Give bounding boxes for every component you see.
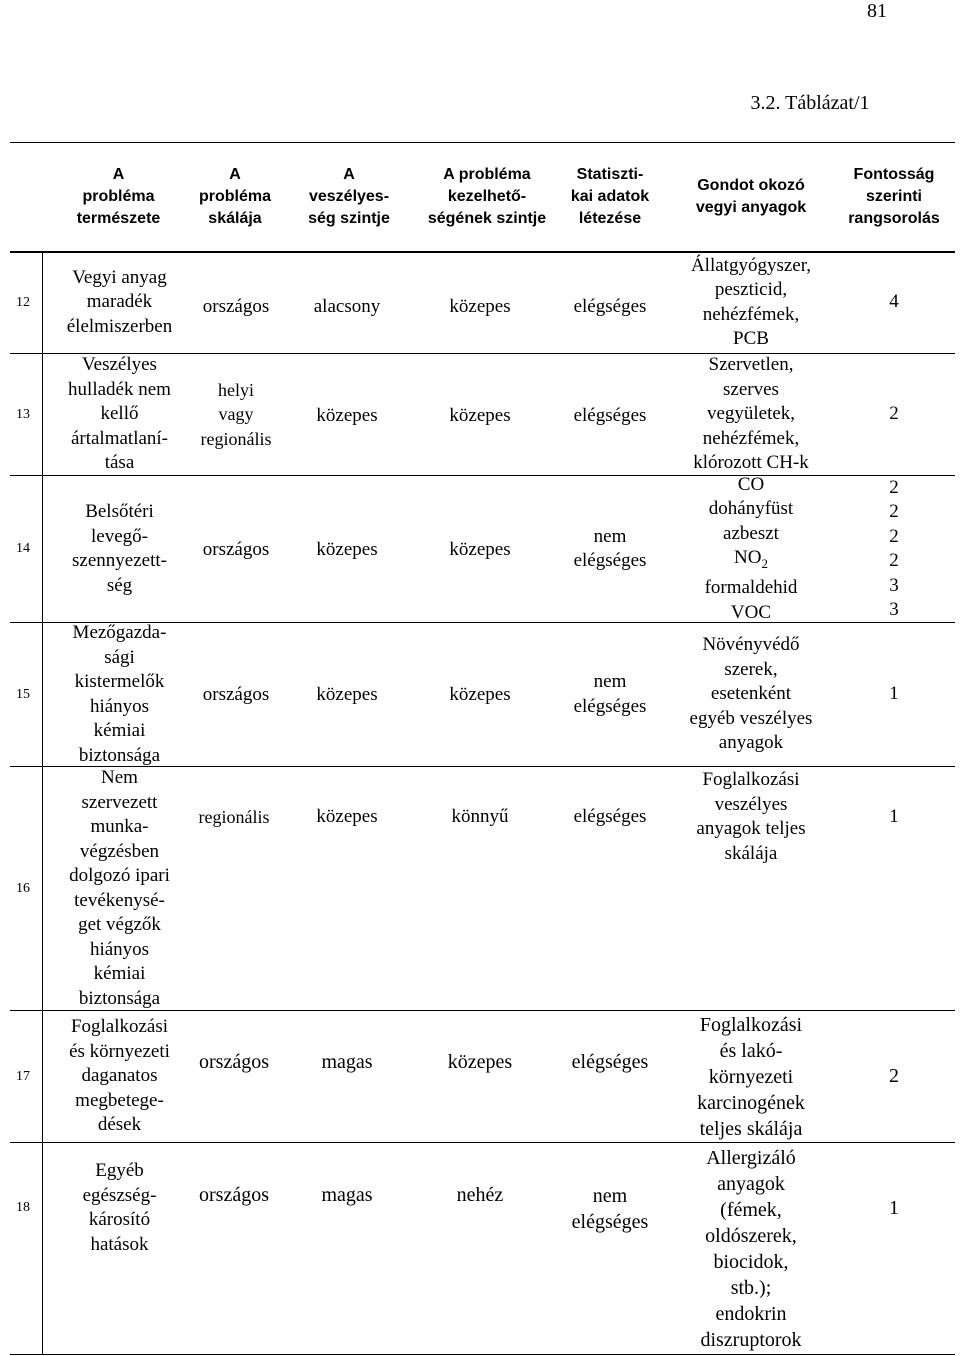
hazard-level: közepes [316, 806, 378, 827]
header-manageability: A probléma kezelhető- ségének szintje [427, 166, 547, 227]
chemicals: Foglalkozási és lakó- környezeti karcinogének teljes skálája [697, 1013, 805, 1140]
rank: 2 [889, 403, 899, 425]
chemical-item: formaldehid [704, 577, 798, 599]
problem-nature: Foglalkozási és környezeti daganatos megbetege- dések [69, 1016, 170, 1136]
problem-scale: helyi vagy regionális [200, 379, 272, 449]
problem-scale: országos [199, 1051, 269, 1073]
table-top-rule [10, 142, 955, 143]
manageability: közepes [449, 296, 511, 317]
rank: 1 [889, 683, 899, 705]
rank-item: 2 [889, 501, 899, 522]
rank [832, 476, 956, 622]
table-bottom-rule [10, 1354, 955, 1355]
chemicals [670, 473, 832, 623]
problem-nature: Nem szervezett munka- végzésben dolgozó ipari tevékenysé- get végzők hiányos kémiai biztonsága [69, 767, 170, 1009]
manageability: közepes [449, 539, 511, 560]
problem-scale: országos [199, 1184, 269, 1206]
rank: 1 [889, 1196, 899, 1219]
statistics: nem elégséges [571, 1185, 649, 1233]
rank-item: 3 [889, 599, 899, 620]
rank: 1 [889, 806, 899, 827]
row-id: 18 [16, 1200, 30, 1215]
problem-scale: országos [202, 684, 270, 705]
chemicals: Foglalkozási veszélyes anyagok teljes skálája [696, 769, 806, 864]
header-chemicals: Gondot okozó vegyi anyagok [695, 177, 807, 216]
problem-nature: Veszélyes hulladék nem kellő ártalmatlaní- tása [68, 354, 171, 474]
chemicals: Állatgyógyszer, peszticid, nehézfémek, PCB [690, 254, 812, 349]
chemical-item: azbeszt [723, 522, 779, 544]
rank-item: 2 [889, 476, 899, 498]
hazard-level: közepes [316, 539, 378, 560]
rank-item: 3 [889, 574, 899, 596]
row-id: 16 [16, 880, 30, 896]
rank-item: 2 [889, 550, 899, 571]
chemicals: Növényvédő szerek, esetenként egyéb veszélyes anyagok [689, 634, 813, 754]
problem-scale: országos [202, 539, 270, 560]
statistics: elégséges [573, 296, 647, 317]
rank-item: 2 [889, 525, 899, 547]
row-id: 13 [16, 406, 30, 422]
header-statistics: Statiszti- kai adatok létezése [570, 166, 650, 227]
header-ranking: Fontosság szerinti rangsorolás [848, 166, 940, 227]
statistics: nem elégséges [573, 525, 647, 571]
statistics: nem elégséges [573, 671, 647, 717]
header-hazard-level: A veszélyes- ség szintje [308, 166, 390, 227]
hazard-level: magas [321, 1051, 373, 1073]
hazard-level: magas [321, 1184, 373, 1206]
problem-nature: Vegyi anyag maradék élelmiszerben [66, 266, 173, 337]
manageability: közepes [447, 1051, 513, 1073]
chemical-item: CO [737, 473, 765, 495]
statistics: elégséges [573, 806, 647, 827]
problem-scale: országos [202, 296, 270, 317]
statistics: elégséges [573, 405, 647, 426]
row-id: 12 [16, 294, 30, 310]
manageability: könnyű [451, 806, 509, 827]
chemical-item: dohányfüst [708, 498, 794, 520]
statistics: elégséges [571, 1051, 649, 1073]
problem-nature: Egyéb egészség- károsító hatások [82, 1160, 157, 1255]
hazard-level: közepes [316, 684, 378, 705]
row-id: 15 [16, 686, 30, 702]
chemicals: Szervetlen, szerves vegyületek, nehézfémek, klórozott CH-k [693, 354, 809, 474]
problem-nature: Mezőgazda- sági kistermelők hiányos kémiai biztonsága [72, 622, 167, 766]
rank: 4 [889, 291, 899, 313]
problem-nature: Belsőtéri levegő- szennyezett- ség [72, 501, 167, 596]
hazard-level: közepes [316, 405, 378, 426]
manageability: közepes [449, 684, 511, 705]
problem-scale: regionális [198, 807, 270, 827]
chemical-item: VOC [730, 601, 772, 623]
row-id: 14 [16, 541, 30, 556]
manageability: közepes [449, 405, 511, 426]
header-problem-nature: A probléma természete [76, 166, 161, 227]
hazard-level: alacsony [313, 296, 381, 317]
row-id-column-rule [42, 252, 43, 1354]
rank: 2 [889, 1065, 899, 1088]
row-id: 17 [16, 1068, 30, 1084]
chemical-item: $NO_2$ [734, 547, 768, 571]
chemicals: Allergizáló anyagok (fémek, oldószerek, biocidok, stb.); endokrin diszruptorok [700, 1146, 802, 1351]
page-number: 81 [867, 0, 887, 22]
manageability: nehéz [456, 1184, 504, 1206]
header-problem-scale: A probléma skálája [198, 166, 271, 227]
table-caption: 3.2. Táblázat/1 [750, 92, 870, 114]
